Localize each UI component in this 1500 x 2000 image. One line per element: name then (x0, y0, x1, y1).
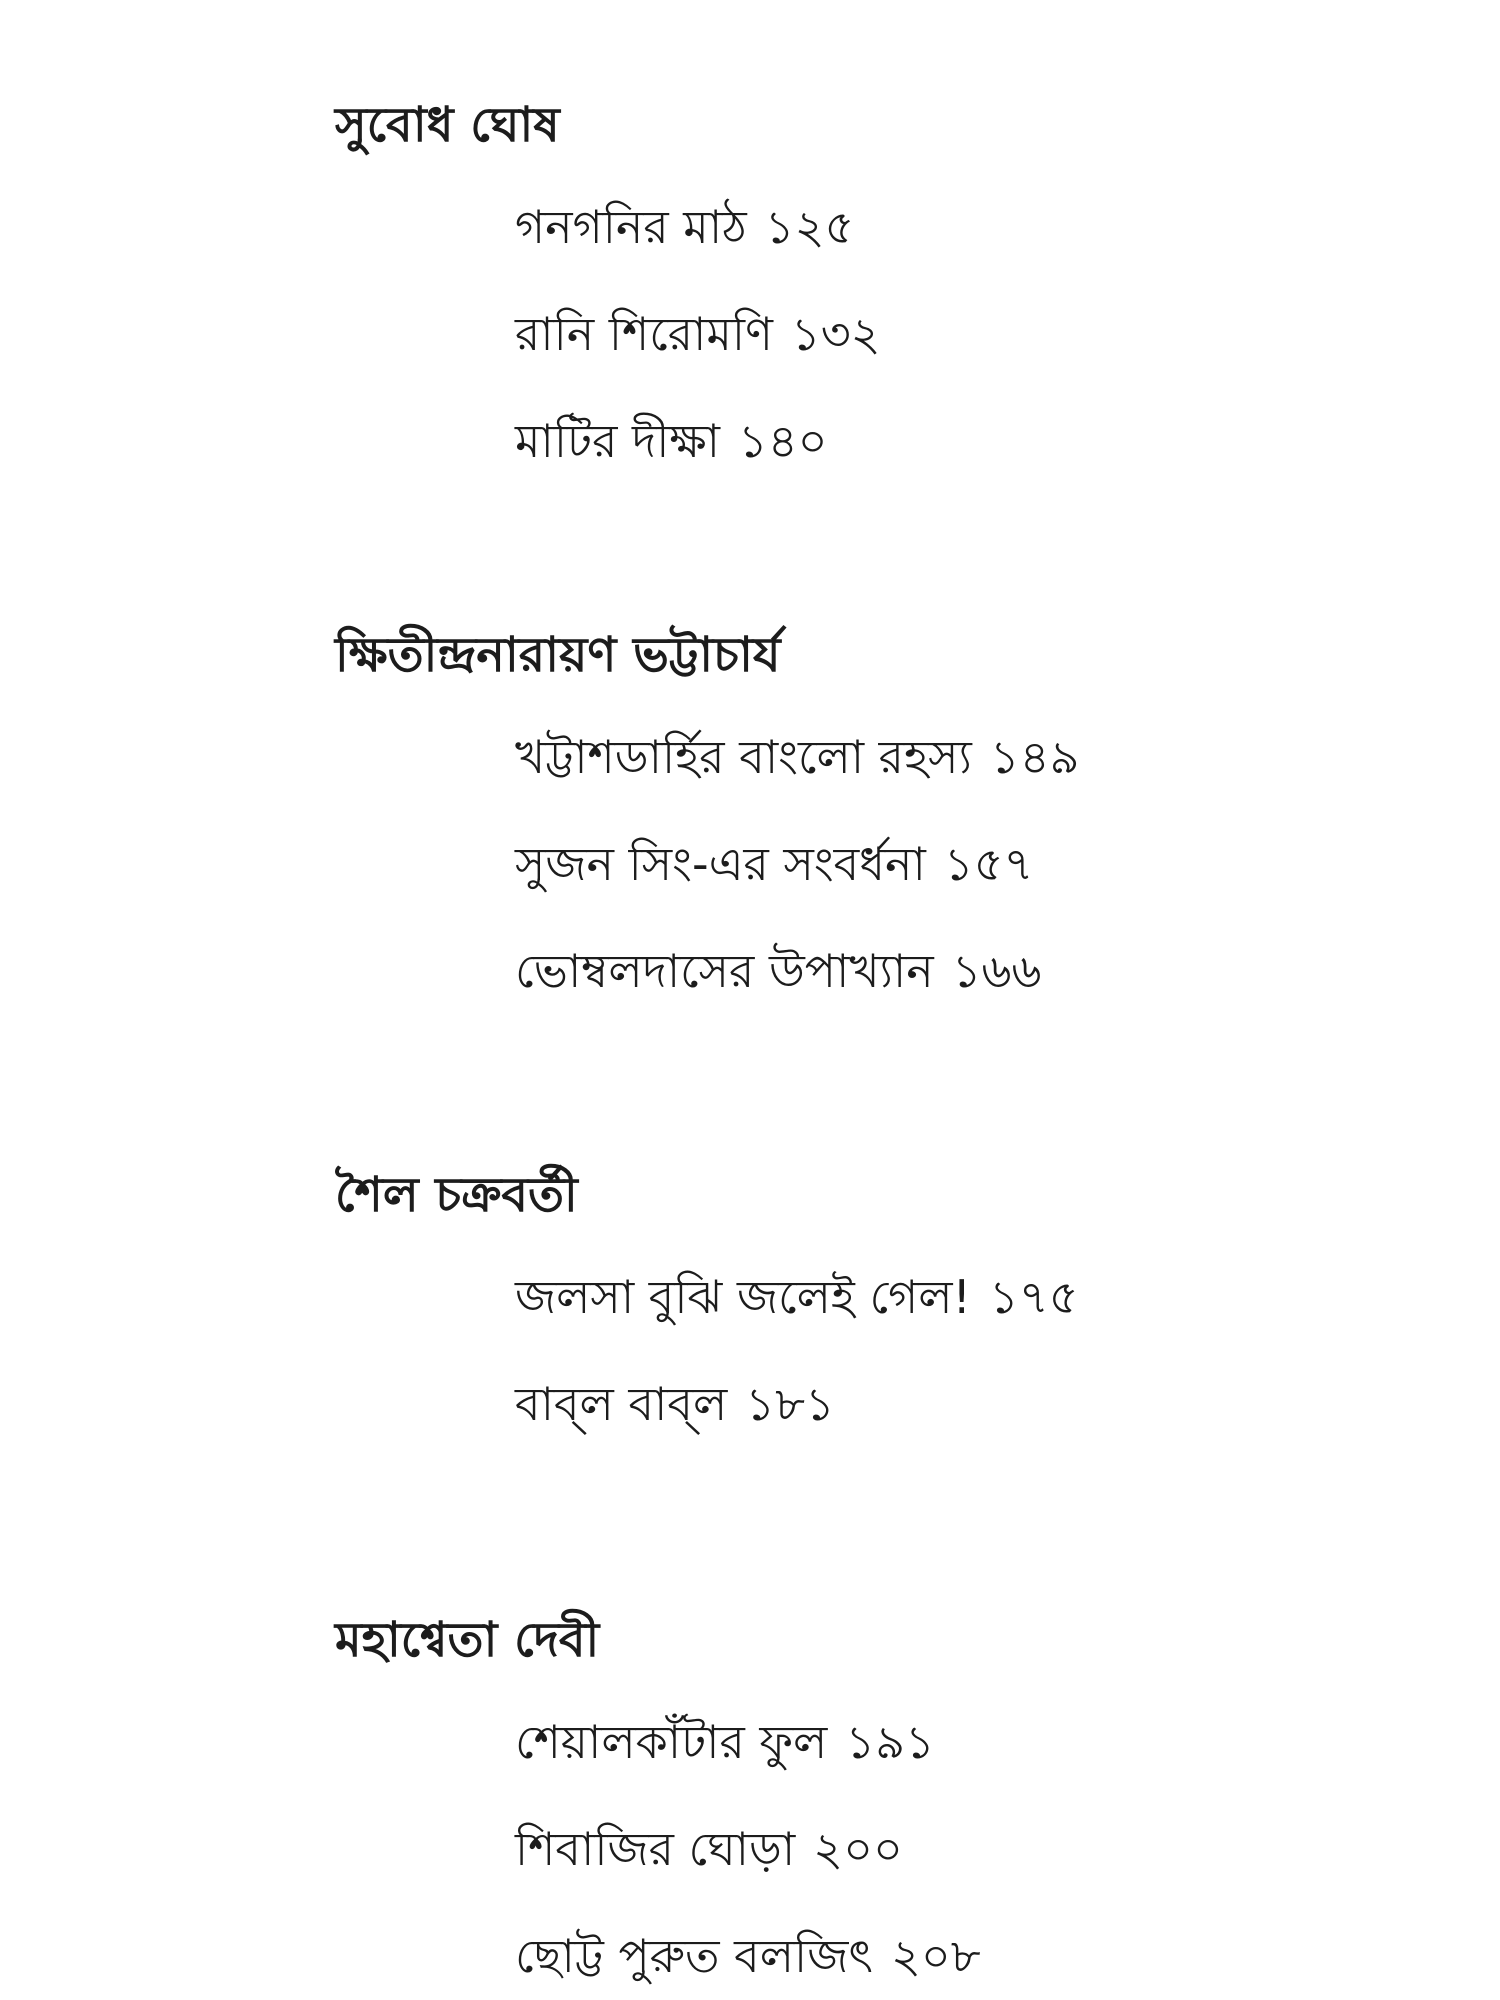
author-section (335, 95, 1435, 471)
story-title: ছোট্ট পুরুত বলজিৎ (515, 1929, 873, 1983)
story-title: গনগনির মাঠ (515, 200, 747, 254)
story-page-number: ১৫৭ (943, 837, 1034, 891)
story-entry (515, 1374, 1435, 1434)
story-page-number: ১৬৬ (951, 944, 1042, 998)
story-title: খট্টাশডার্হির বাংলো রহস্য (515, 730, 972, 784)
story-entry (515, 411, 1435, 471)
author-name: ক্ষিতীন্দ্রনারায়ণ ভট্টাচার্য (335, 627, 781, 683)
story-title: মাটির দীক্ষা (515, 414, 720, 468)
story-page-number: ১৪০ (737, 414, 828, 468)
story-page-number: ২০৮ (890, 1929, 981, 1983)
story-entry (515, 727, 1435, 787)
story-entry (515, 1926, 1435, 1986)
story-entry (515, 1712, 1435, 1772)
author-section (335, 1610, 1435, 1986)
author-section (335, 1165, 1435, 1434)
story-page-number: ২০০ (813, 1822, 903, 1876)
story-title: সুজন সিং-এর সংবর্ধনা (515, 837, 926, 891)
story-page-number: ১২৫ (764, 200, 855, 254)
story-entry (515, 197, 1435, 257)
author-name: সুবোধ ঘোষ (335, 97, 560, 153)
story-entry (515, 304, 1435, 364)
author-name: শৈল চক্রবর্তী (335, 1167, 578, 1223)
story-title: জলসা বুঝি জলেই গেল! (515, 1270, 971, 1324)
story-page-number: ১৯১ (845, 1715, 935, 1769)
story-title: শেয়ালকাঁটার ফুল (515, 1715, 828, 1769)
story-entry (515, 834, 1435, 894)
story-page-number: ১৪৯ (989, 730, 1080, 784)
author-name: মহাশ্বেতা দেবী (335, 1612, 600, 1668)
story-title: বাব্‌ল বাব্‌ল (515, 1377, 728, 1431)
story-title: ভোম্বলদাসের উপাখ্যান (515, 944, 934, 998)
story-title: শিবাজির ঘোড়া (515, 1822, 796, 1876)
story-page-number: ১৭৫ (988, 1270, 1079, 1324)
story-entry (515, 941, 1435, 1001)
author-section (335, 625, 1435, 1001)
story-title: রানি শিরোমণি (515, 307, 773, 361)
story-entry (515, 1267, 1435, 1327)
story-page-number: ১৮১ (745, 1377, 835, 1431)
story-entry (515, 1819, 1435, 1879)
story-page-number: ১৩২ (790, 307, 881, 361)
